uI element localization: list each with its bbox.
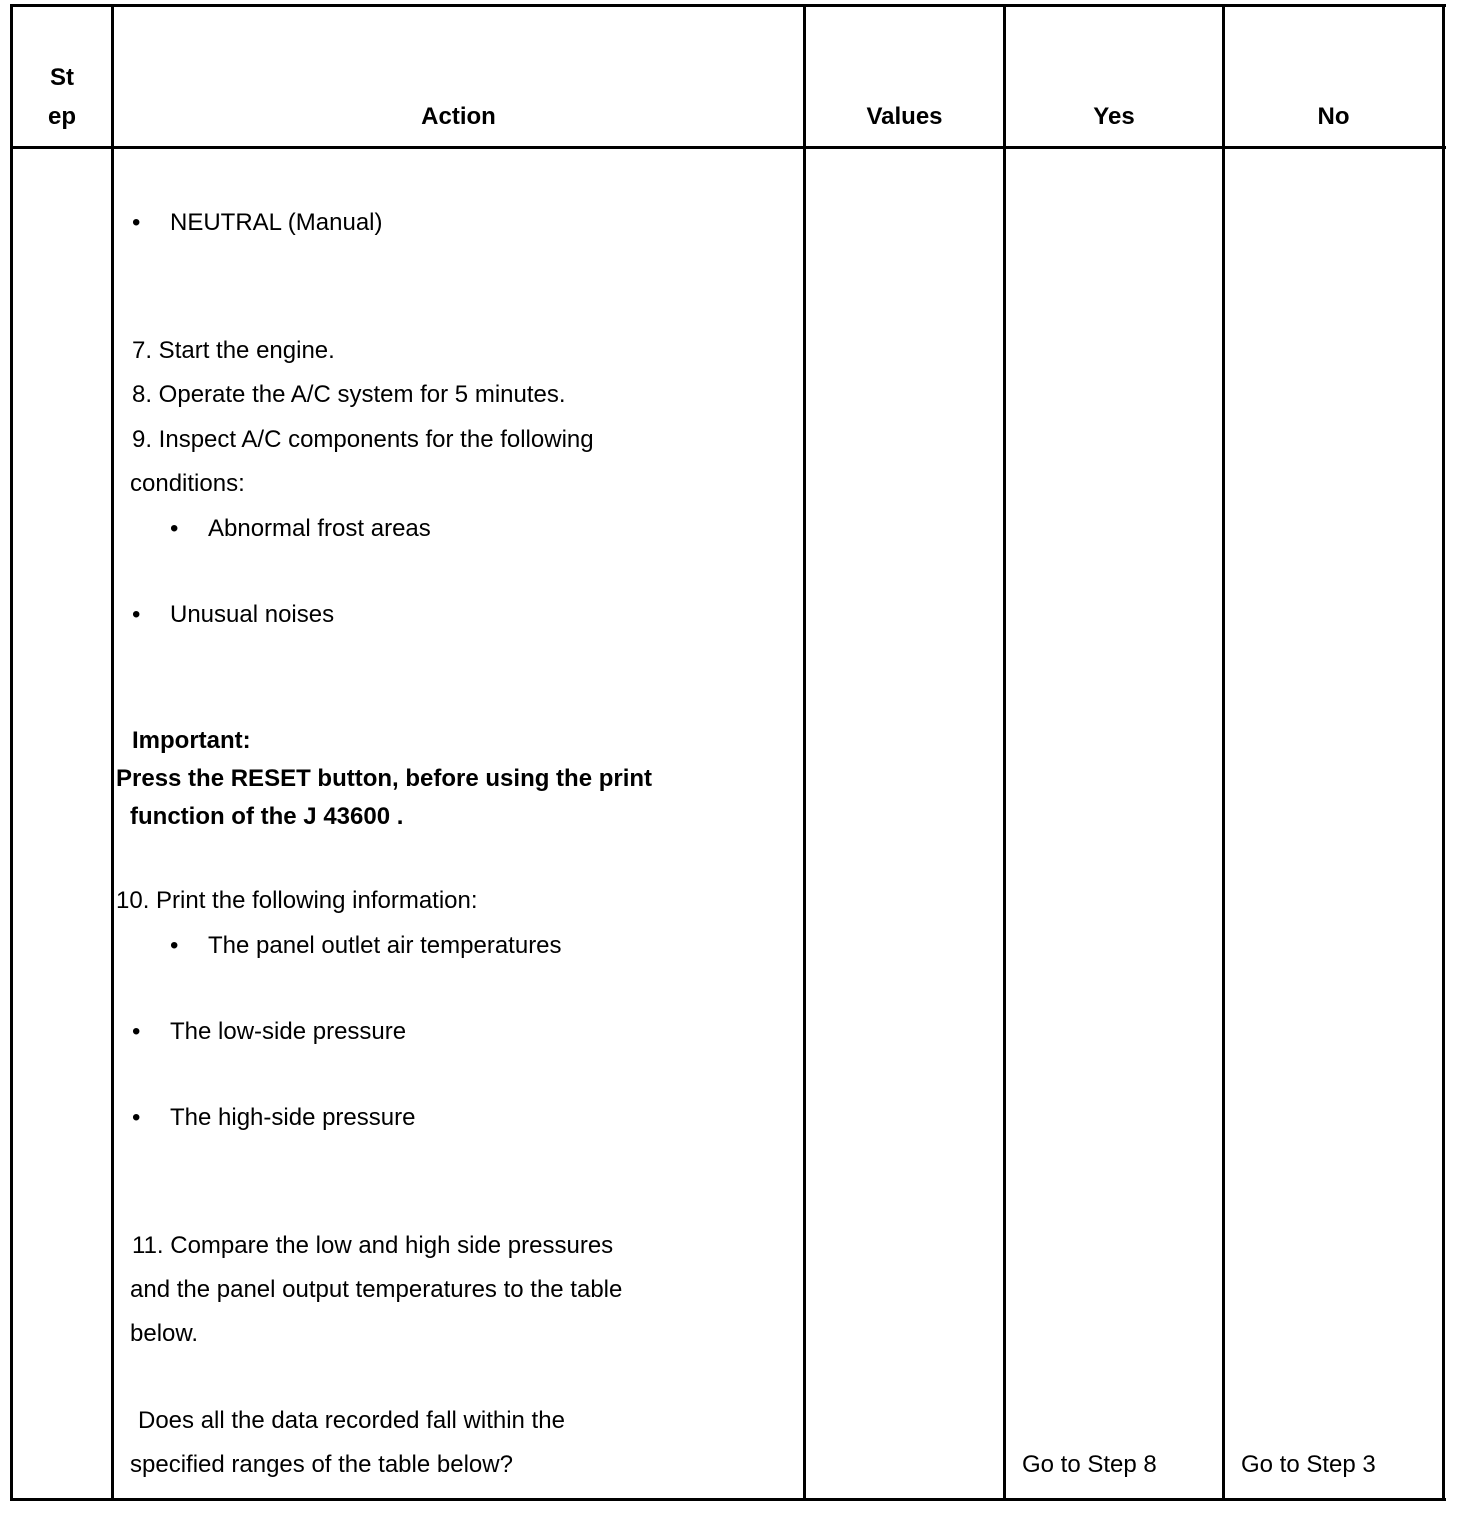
bullet-outlet-text: The panel outlet air temperatures bbox=[208, 932, 562, 959]
bullet-icon: • bbox=[170, 515, 179, 542]
bullet-icon: • bbox=[132, 209, 141, 236]
bullet-icon: • bbox=[132, 1018, 141, 1045]
header-step-line2: ep bbox=[47, 103, 76, 130]
bullet-low-text: The low-side pressure bbox=[170, 1018, 407, 1045]
no-cell-text: Go to Step 3 bbox=[1241, 1451, 1376, 1478]
table-right-border bbox=[1442, 4, 1445, 1501]
action-values-divider bbox=[803, 4, 806, 1501]
question-line2: specified ranges of the table below? bbox=[130, 1451, 513, 1478]
table-top-border bbox=[10, 4, 1446, 7]
step11-line2: and the panel output temperatures to the table bbox=[130, 1276, 623, 1303]
step7-text: 7. Start the engine. bbox=[132, 337, 335, 364]
bullet-icon: • bbox=[132, 1104, 141, 1131]
bullet-high-text: The high-side pressure bbox=[170, 1104, 416, 1131]
bullet-noises-text: Unusual noises bbox=[170, 601, 335, 628]
question-line1: Does all the data recorded fall within the bbox=[138, 1407, 565, 1434]
step11-line3: below. bbox=[130, 1320, 199, 1347]
step-action-divider bbox=[111, 4, 114, 1501]
header-action: Action bbox=[421, 103, 496, 130]
header-yes: Yes bbox=[1093, 103, 1135, 130]
values-yes-divider bbox=[1003, 4, 1006, 1501]
step9-line2: conditions: bbox=[130, 470, 245, 497]
bullet-icon: • bbox=[170, 932, 179, 959]
bullet-neutral-text: NEUTRAL (Manual) bbox=[170, 209, 383, 236]
table-bottom-border bbox=[10, 1498, 1446, 1501]
important-label: Important: bbox=[132, 727, 251, 754]
step8-text: 8. Operate the A/C system for 5 minutes. bbox=[132, 381, 566, 408]
header-bottom-border bbox=[10, 146, 1446, 149]
step11-line1: 11. Compare the low and high side pressures bbox=[132, 1232, 614, 1259]
header-no: No bbox=[1317, 103, 1350, 130]
yes-no-divider bbox=[1222, 4, 1225, 1501]
table-left-border bbox=[10, 4, 13, 1501]
step9-line1: 9. Inspect A/C components for the following bbox=[132, 426, 594, 453]
important-line1: Press the RESET button, before using the print bbox=[116, 765, 653, 792]
header-values: Values bbox=[866, 103, 943, 130]
yes-cell-text: Go to Step 8 bbox=[1022, 1451, 1157, 1478]
important-line2: function of the J 43600 . bbox=[130, 803, 404, 830]
step10-text: 10. Print the following information: bbox=[116, 887, 478, 914]
header-step bbox=[13, 64, 111, 131]
bullet-icon: • bbox=[132, 601, 141, 628]
header-step-line1: St bbox=[50, 64, 74, 91]
bullet-frost-text: Abnormal frost areas bbox=[208, 515, 431, 542]
